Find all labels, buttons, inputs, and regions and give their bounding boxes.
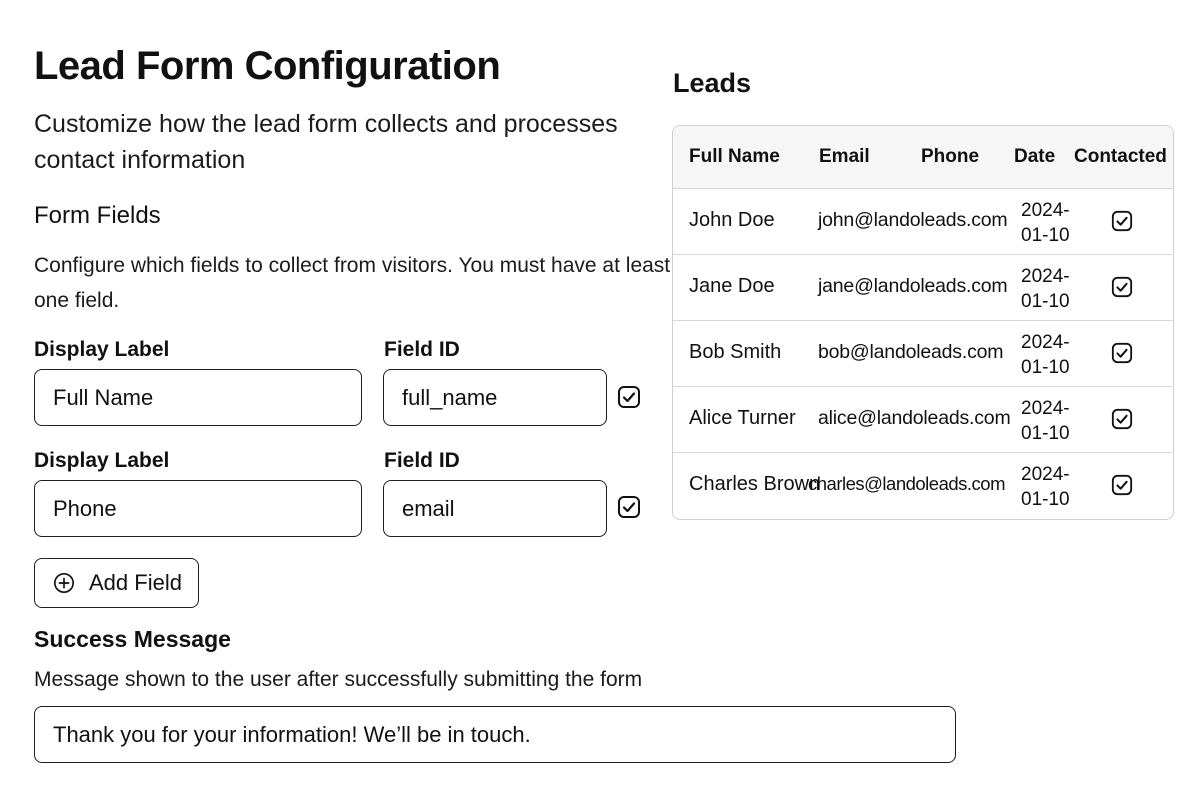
table-row [673,189,1173,255]
form-fields-description: Configure which fields to collect from visitors. You must have at least one field. [34,254,671,312]
field-id-input-2[interactable] [383,480,607,537]
table-row [673,453,1173,519]
checkbox-checked-icon[interactable] [1111,408,1133,430]
lead-name: Alice Turner [689,407,796,429]
column-header-date: Date [1014,146,1056,167]
checkbox-checked-icon[interactable] [1111,474,1133,496]
lead-email: alice@landoleads.com [818,407,1011,429]
leads-table-header [673,126,1173,189]
lead-date: 2024-01-10 [1021,266,1070,312]
success-message-input[interactable] [34,706,956,763]
form-fields-title: Form Fields [34,202,161,229]
lead-date: 2024-01-10 [1021,200,1070,246]
display-label-header-1: Display Label [34,338,170,361]
display-label-input-1[interactable] [34,369,362,426]
lead-email: jane@landoleads.com [818,275,1008,297]
table-row [673,255,1173,321]
display-label-header-2: Display Label [34,449,170,472]
lead-date: 2024-01-10 [1021,332,1070,378]
column-header-email: Email [819,146,870,167]
column-header-full-name: Full Name [689,146,780,167]
success-message-title: Success Message [34,626,231,652]
lead-email: bob@landoleads.com [818,341,1004,363]
leads-table [672,125,1174,520]
column-header-phone: Phone [921,146,980,167]
column-header-contacted: Contacted [1074,146,1167,167]
lead-email: john@landoleads.com [818,209,1008,231]
lead-name: Bob Smith [689,341,782,363]
lead-name: John Doe [689,209,775,231]
table-row [673,387,1173,453]
checkbox-checked-icon[interactable] [617,495,641,519]
success-message-description: Message shown to the user after successfully submitting the form [34,668,643,691]
checkbox-checked-icon[interactable] [1111,210,1133,232]
checkbox-checked-icon[interactable] [1111,342,1133,364]
page-title: Lead Form Configuration [34,44,501,88]
leads-title: Leads [673,68,752,98]
field-id-input-1[interactable] [383,369,607,426]
display-label-input-2[interactable] [34,480,362,537]
lead-email: charles@landoleads.com [808,473,1005,494]
plus-circle-icon [53,572,75,594]
add-field-button[interactable] [34,558,199,608]
lead-date: 2024-01-10 [1021,398,1070,444]
lead-name: Jane Doe [689,275,775,297]
checkbox-checked-icon[interactable] [617,385,641,409]
add-field-label: Add Field [89,570,182,595]
lead-date: 2024-01-10 [1021,464,1070,510]
lead-name: Charles Brown [689,473,821,495]
page-subtitle: Customize how the lead form collects and processes contact information [34,110,618,174]
field-id-header-2: Field ID [384,449,460,472]
table-row [673,321,1173,387]
checkbox-checked-icon[interactable] [1111,276,1133,298]
field-id-header-1: Field ID [384,338,460,361]
